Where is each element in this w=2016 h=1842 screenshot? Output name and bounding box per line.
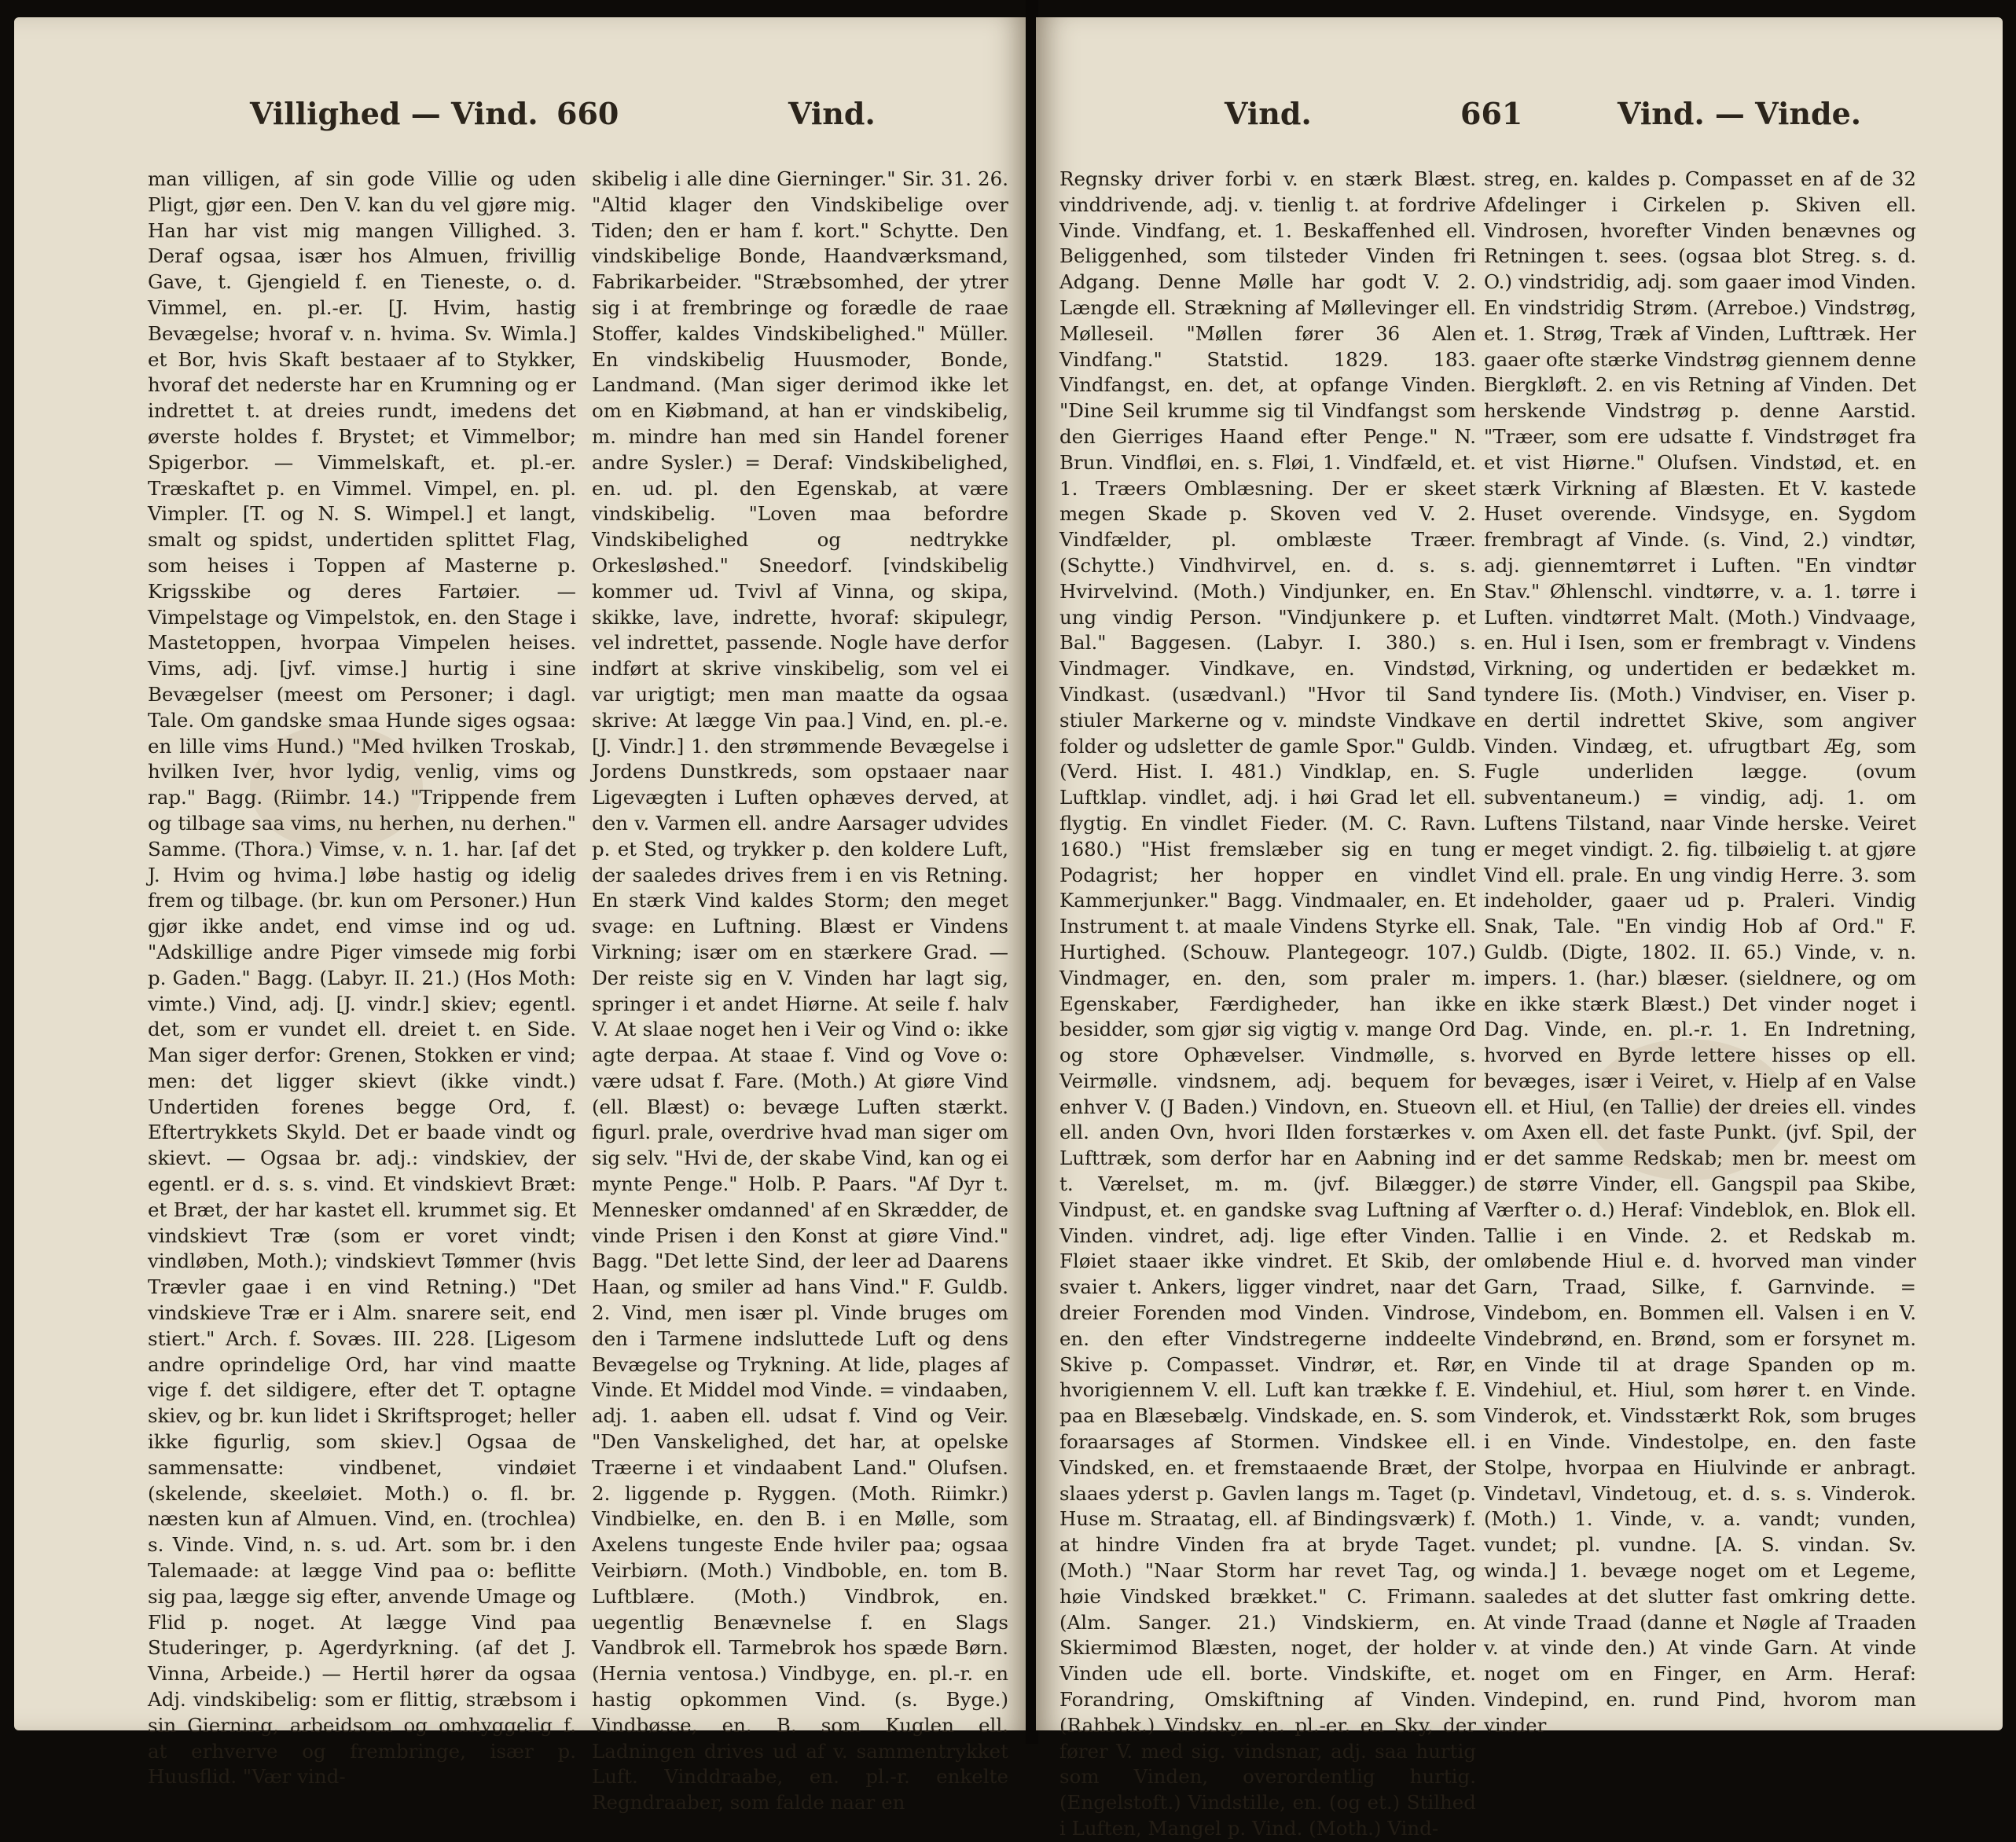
- column-text: Regnsky driver forbi v. en stærk Blæst. vinddrivende, adj. v. tienlig t. at fordrive Vinde. Vindfang, et. 1. Beskaffenhed ell. Beliggenhed, som tilsteder Vinden fri Adgang. Denne Mølle har godt V. 2. Længde ell. Strækning af Møllevinger ell. Mølleseil. "Møllen fører 36 Alen Vindfang." Statstid. 1829. 183. Vindfangst, en. det, at opfange Vinden. "Dine Seil krumme sig til Vindfangst som den Gierriges Haand efter Penge." N. Brun. Vindfløi, en. s. Fløi, 1. Vindfæld, et. 1. Træers Omblæsning. Der er skeet megen Skade p. Skoven ved V. 2. Vindfælder, pl. omblæste Træer. (Schytte.) Vindhvirvel, en. d. s. s. Hvirvelvind. (Moth.) Vindjunker, en. En ung vindig Person. "Vindjunkere p. et Bal." Baggesen. (Labyr. I. 380.) s. Vindmager. Vindkave, en. Vindstød, Vindkast. (usædvanl.) "Hvor til Sand stiuler Markerne og v. mindste Vindkave folder og udsletter de gamle Spor." Guldb. (Verd. Hist. I. 481.) Vindklap, en. S. Luftklap. vindlet, adj. i høi Grad let ell. flygtig. En vindlet Fieder. (M. C. Ravn. 1680.) "Hist fremslæber sig en tung Podagrist; her hopper en vindlet Kammerjunker." Bagg. Vindmaaler, en. Et Instrument t. at maale Vindens Styrke ell. Hurtighed. (Schouw. Plantegeogr. 107.) Vindmager, en. den, som praler m. Egenskaber, Færdigheder, han ikke besidder, som gjør sig vigtig v. mange Ord og store Ophævelser. Vindmølle, s. Veirmølle. vindsnem, adj. bequem for enhver V. (J Baden.) Vindovn, en. Stueovn ell. anden Ovn, hvori Ilden forstærkes v. Lufttræk, som derfor har en Aabning ind t. Værelset, m. m. (jvf. Bilægger.) Vindpust, et. en gandske svag Luftning af Vinden. vindret, adj. lige efter Vinden. Fløiet staaer ikke vindret. Et Skib, der svaier t. Ankers, ligger vindret, naar det dreier Forenden mod Vinden. Vindrose, en. den efter Vindstregerne inddeelte Skive p. Compasset. Vindrør, et. Rør, hvorigiennem V. ell. Luft kan trække f. E. paa en Blæsebælg. Vindskade, en. S. som foraarsages af Stormen. Vindskee ell. Vindsked, en. et fremstaaende Bræt, der slaaes yderst p. Gavlen langs m. Taget (p. Huse m. Straatag, ell. af Bindingsværk) f. at hindre Vinden fra at bryde Taget. (Moth.) "Naar Storm har revet Tag, og høie Vindsked brækket." C. Frimann. (Alm. Sanger. 21.) Vindskierm, en. Skiermimod Blæsten, noget, der holder Vinden ude ell. borte. Vindskifte, et. Forandring, Omskiftning af Vinden. (Rahbek.) Vindsky, en. pl.-er. en Sky, der fører V. med sig. vindsnar, adj. saa hurtig som Vinden, overordentlig hurtig. (Engelstoft.) Vindstille, en. (og et.) Stilhed i Luften, Mangel p. Vind. (Moth.) Vind-: [1059, 167, 1476, 1840]
- page-number: 661: [1460, 96, 1523, 131]
- right-page-columns: [1036, 167, 2003, 1840]
- left-page-header: [14, 96, 1028, 143]
- column-text: skibelig i alle dine Gierninger." Sir. 31. 26. "Altid klager den Vindskibelige over Tiden; den er ham f. kort." Schytte. Den vindskibelige Bonde, Haandværksmand, Fabrikarbeider. "Stræbsomhed, der ytrer sig i at frembringe og forædle de raae Stoffer, kaldes Vindskibelighed." Müller. En vindskibelig Huusmoder, Bonde, Landmand. (Man siger derimod ikke let om en Kiøbmand, at han er vindskibelig, m. mindre han med sin Handel forener andre Sysler.) = Deraf: Vindskibelighed, en. ud. pl. den Egenskab, at være vindskibelig. "Loven maa befordre Vindskibelighed og nedtrykke Orkesløshed." Sneedorf. [vindskibelig kommer ud. Tvivl af Vinna, og skipa, skikke, lave, indrette, hvoraf: skipulegr, vel indrettet, passende. Nogle have derfor indført at skrive vinskibelig, som vel ei var urigtigt; men man maatte da ogsaa skrive: At lægge Vin paa.] Vind, en. pl.-e. [J. Vindr.] 1. den strømmende Bevægelse i Jordens Dunstkreds, som opstaaer naar Ligevægten i Luften ophæves derved, at den v. Varmen ell. andre Aarsager udvides p. et Sted, og trykker p. den koldere Luft, der saaledes drives frem i en vis Retning. En stærk Vind kaldes Storm; den meget svage: en Luftning. Blæst er Vindens Virkning; især om en stærkere Grad. — Der reiste sig en V. Vinden har lagt sig, springer i et andet Hiørne. At seile f. halv V. At slaae noget hen i Veir og Vind o: ikke agte derpaa. At staae f. Vind og Vove o: være udsat f. Fare. (Moth.) At giøre Vind (ell. Blæst) o: bevæge Luften stærkt. figurl. prale, overdrive hvad man siger om sig selv. "Hvi de, der skabe Vind, kan og ei mynte Penge." Holb. P. Paars. "Af Dyr t. Mennesker omdanned' af en Skrædder, de vinde Prisen i den Konst at giøre Vind." Bagg. "Det lette Sind, der leer ad Daarens Haan, og smiler ad hans Vind." F. Guldb. 2. Vind, men især pl. Vinde bruges om den i Tarmene indsluttede Luft og dens Bevægelse og Trykning. At lide, plages af Vinde. Et Middel mod Vinde. = vindaaben, adj. 1. aaben ell. udsat f. Vind og Veir. "Den Vanskelighed, det har, at opelske Træerne i et vindaabent Land." Olufsen. 2. liggende p. Ryggen. (Moth. Riimkr.) Vindbielke, en. den B. i en Mølle, som Axelens tungeste Ende hviler paa; ogsaa Veirbiørn. (Moth.) Vindboble, en. tom B. Luftblære. (Moth.) Vindbrok, en. uegentlig Benævnelse f. en Slags Vandbrok ell. Tarmebrok hos spæde Børn. (Hernia ventosa.) Vindbyge, en. pl.-r. en hastig opkommen Vind. (s. Byge.) Vindbøsse, en. B. som Kuglen ell. Ladningen drives ud af v. sammentrykket Luft. Vinddraabe, en. pl.-r. enkelte Regndraaber, som falde naar en: [592, 167, 1008, 1814]
- text-column-2: [592, 167, 1008, 1814]
- text-column-2: [1484, 167, 1916, 1737]
- left-page-columns: [14, 167, 1028, 1814]
- text-column-1: [148, 167, 576, 1789]
- header-guide-words-left: Villighed — Vind.: [250, 96, 538, 131]
- left-page: [14, 17, 1028, 1814]
- header-guide-words-left: Vind.: [1225, 96, 1312, 131]
- right-page-header: [1036, 96, 2003, 143]
- text-column-1: [1059, 167, 1476, 1840]
- column-text: man villigen, af sin gode Villie og uden Pligt, gjør een. Den V. kan du vel gjøre mig. Han har vist mig mangen Villighed. 3. Deraf ogsaa, især hos Almuen, frivillig Gave, t. Gjengield f. en Tieneste, o. d. Vimmel, en. pl.-er. [J. Hvim, hastig Bevægelse; hvoraf v. n. hvima. Sv. Wimla.] et Bor, hvis Skaft bestaaer af to Stykker, hvoraf det nederste har en Krumning og er indrettet t. at dreies rundt, imedens det øverste holdes f. Brystet; et Vimmelbor; Spigerbor. — Vimmelskaft, et. pl.-er. Træskaftet p. en Vimmel. Vimpel, en. pl. Vimpler. [T. og N. S. Wimpel.] et langt, smalt og spidst, undertiden splittet Flag, som heises i Toppen af Masterne p. Krigsskibe og deres Fartøier. — Vimpelstage og Vimpelstok, en. den Stage i Mastetoppen, hvorpaa Vimpelen heises. Vims, adj. [jvf. vimse.] hurtig i sine Bevægelser (meest om Personer; i dagl. Tale. Om gandske smaa Hunde siges ogsaa: en lille vims Hund.) "Med hvilken Troskab, hvilken Iver, hvor lydig, venlig, vims og rap." Bagg. (Riimbr. 14.) "Trippende frem og tilbage saa vims, nu herhen, nu derhen." Samme. (Thora.) Vimse, v. n. 1. har. [af det J. Hvim og hvima.] løbe hastig og idelig frem og tilbage. (br. kun om Personer.) Hun gjør ikke andet, end vimse ind og ud. "Adskillige andre Piger vimsede mig forbi p. Gaden." Bagg. (Labyr. II. 21.) (Hos Moth: vimte.) Vind, adj. [J. vindr.] skiev; egentl. det, som er vundet ell. dreiet t. en Side. Man siger derfor: Grenen, Stokken er vind; men: det ligger skievt (ikke vindt.) Undertiden forenes begge Ord, f. Eftertrykkets Skyld. Det er baade vindt og skievt. — Ogsaa br. adj.: vindskiev, der egentl. er d. s. s. vind. Et vindskievt Bræt: et Bræt, der har kastet ell. krummet sig. Et vindskievt Træ (som er voret vindt; vindløben, Moth.); vindskievt Tømmer (hvis Trævler gaae i en vind Retning.) "Det vindskieve Træ er i Alm. snarere seit, end stiert." Arch. f. Sovæs. III. 228. [Ligesom andre oprindelige Ord, har vind maatte vige f. det sildigere, efter det T. optagne skiev, og br. kun lidet i Skriftsproget; heller ikke figurlig, som skiev.] Ogsaa de sammensatte: vindbenet, vindøiet (skelende, skeeløiet. Moth.) o. fl. br. næsten kun af Almuen. Vind, en. (trochlea) s. Vinde. Vind, n. s. ud. Art. som br. i den Talemaade: at lægge Vind paa o: beflitte sig paa, lægge sig efter, anvende Umage og Flid p. noget. At lægge Vind paa Studeringer, p. Agerdyrkning. (af det J. Vinna, Arbeide.) — Hertil hører da ogsaa Adj. vindskibelig: som er flittig, stræbsom i sin Gierning, arbeidsom og omhyggelig f. at erhverve og frembringe, især p. Huusflid. "Vær vind-: [148, 167, 576, 1789]
- page-number: 660: [556, 96, 619, 131]
- header-guide-words-right: Vind.: [788, 96, 876, 131]
- column-text: streg, en. kaldes p. Compasset en af de 32 Afdelinger i Cirkelen p. Skiven ell. Vindrosen, hvorefter Vinden benævnes og Retningen t. sees. (ogsaa blot Streg. s. d. O.) vindstridig, adj. som gaaer imod Vinden. En vindstridig Strøm. (Arreboe.) Vindstrøg, et. 1. Strøg, Træk af Vinden, Lufttræk. Her gaaer ofte stærke Vindstrøg giennem denne Biergkløft. 2. en vis Retning af Vinden. Det herskende Vindstrøg p. denne Aarstid. "Træer, som ere udsatte f. Vindstrøget fra et vist Hiørne." Olufsen. Vindstød, et. en stærk Virkning af Blæsten. Et V. kastede Huset overende. Vindsyge, en. Sygdom frembragt af Vinde. (s. Vind, 2.) vindtør, adj. giennemtørret i Luften. "En vindtør Stav." Øhlenschl. vindtørre, v. a. 1. tørre i Luften. vindtørret Malt. (Moth.) Vindvaage, en. Hul i Isen, som er frembragt v. Vindens Virkning, og undertiden er bedækket m. tyndere Iis. (Moth.) Vindviser, en. Viser p. en dertil indrettet Skive, som angiver Vinden. Vindæg, et. ufrugtbart Æg, som Fugle underliden lægge. (ovum subventaneum.) = vindig, adj. 1. om Luftens Tilstand, naar Vinde herske. Veiret er meget vindigt. 2. fig. tilbøielig t. at gjøre Vind ell. prale. En ung vindig Herre. 3. som indeholder, gaaer ud p. Praleri. Vindig Snak, Tale. "En vindig Hob af Ord." F. Guldb. (Digte, 1802. II. 65.) Vinde, v. n. impers. 1. (har.) blæser. (sieldnere, og om en ikke stærk Blæst.) Det vinder noget i Dag. Vinde, en. pl.-r. 1. En Indretning, hvorved en Byrde lettere hisses op ell. bevæges, især i Veiret, v. Hielp af en Valse ell. et Hiul, (en Tallie) der dreies ell. vindes om Axen ell. det faste Punkt. (jvf. Spil, der er det samme Redskab; men br. meest om de større Vinder, ell. Gangspil paa Skibe, Værfter o. d.) Heraf: Vindeblok, en. Blok ell. Tallie i en Vinde. 2. et Redskab m. omløbende Hiul e. d. hvorved man vinder Garn, Traad, Silke, f. Garnvinde. = Vindebom, en. Bommen ell. Valsen i en V. Vindebrønd, en. Brønd, som er forsynet m. en Vinde til at drage Spanden op m. Vindehiul, et. Hiul, som hører t. en Vinde. Vinderok, et. Vindsstærkt Rok, som bruges i en Vinde. Vindestolpe, en. den faste Stolpe, hvorpaa en Hiulvinde er anbragt. Vindetavl, Vindetoug, et. d. s. s. Vinderok. (Moth.) 1. Vinde, v. a. vandt; vunden, vundet; pl. vundne. [A. S. vindan. Sv. winda.] 1. bevæge noget om et Legeme, saaledes at det slutter fast omkring dette. At vinde Traad (danne et Nøgle af Traaden v. at vinde den.) At vinde Garn. At vinde noget om en Finger, en Arm. Heraf: Vindepind, en. rund Pind, hvorom man vinder: [1484, 167, 1916, 1737]
- header-guide-words-right: Vind. — Vinde.: [1618, 96, 1861, 131]
- right-page: [1036, 17, 2003, 1840]
